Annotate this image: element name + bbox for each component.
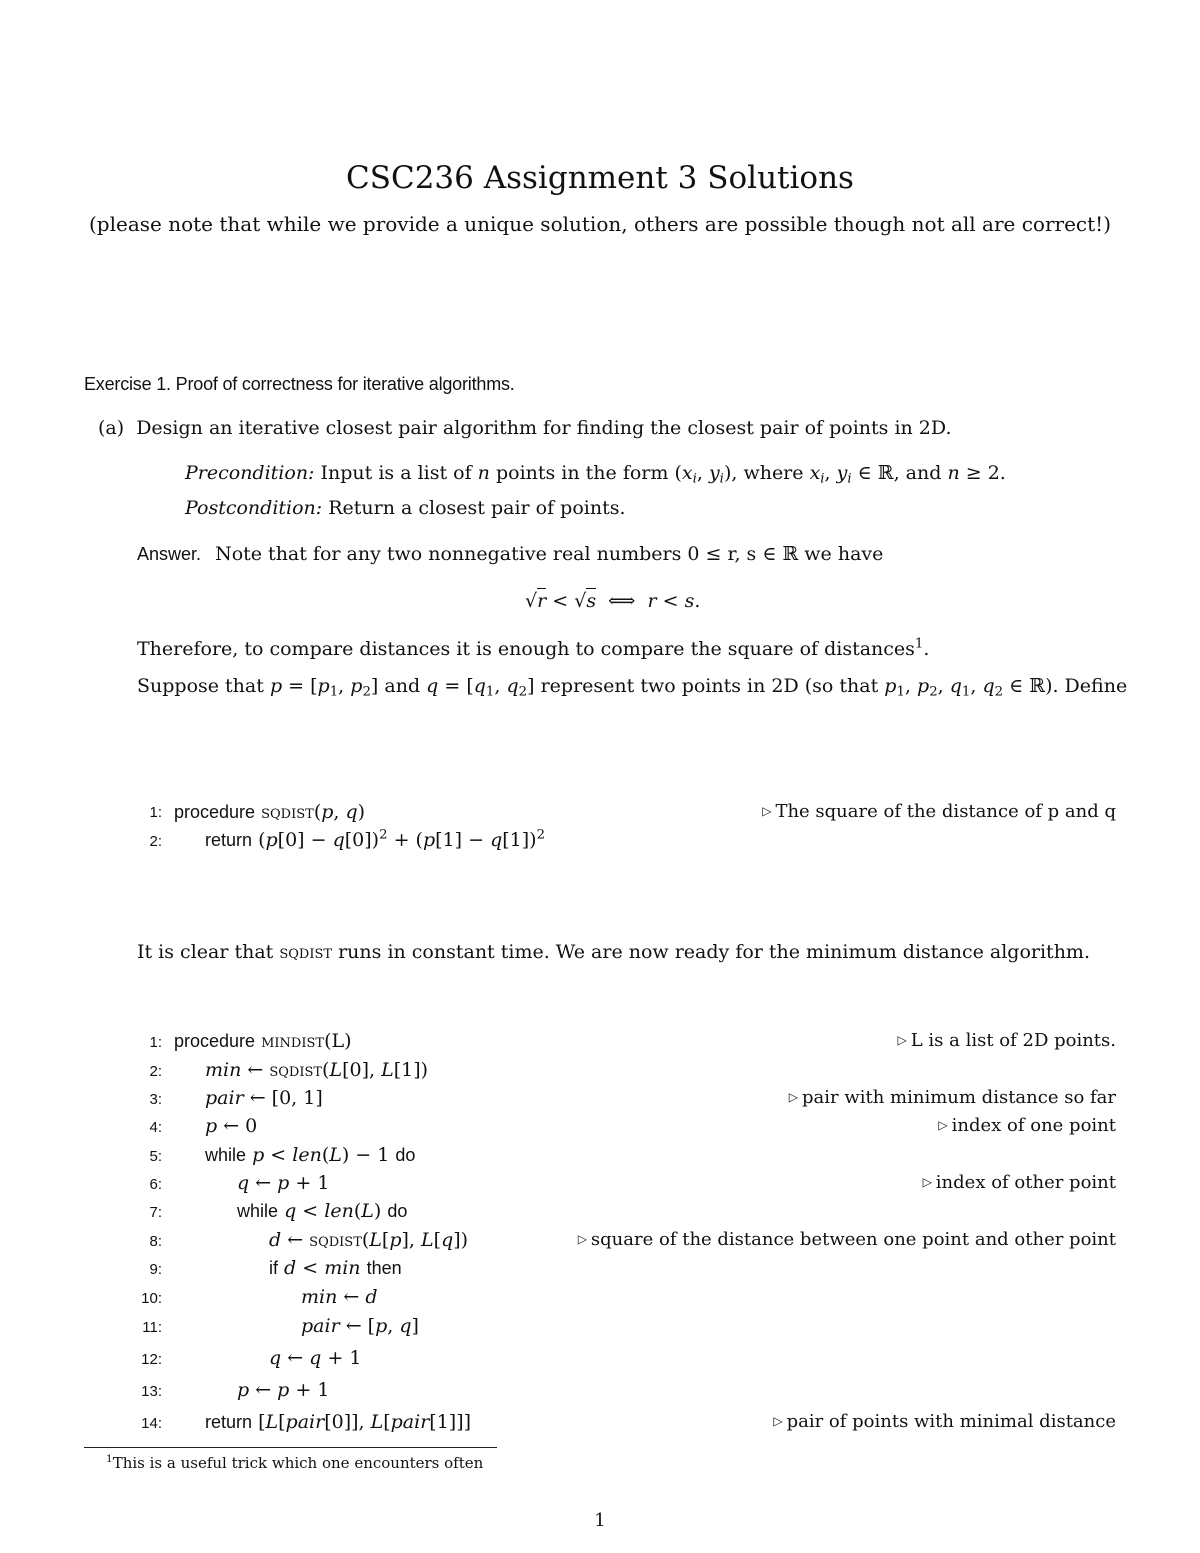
mindist-line-6: q ← p + 1 — [237, 1172, 330, 1194]
keyword-do: do — [387, 1201, 408, 1221]
keyword-while: while — [205, 1145, 247, 1165]
page-subtitle: (please note that while we provide a unique solution, others are possible though not all are correct!) — [88, 212, 1111, 236]
mindist-line-1: procedure mindist(L) — [174, 1030, 352, 1052]
comment-triangle-icon: ▷ — [577, 1232, 587, 1246]
exercise-title: Proof of correctness for iterative algorithms. — [175, 374, 515, 394]
keyword-then: then — [366, 1258, 402, 1278]
mindist-line-14: return [L[pair[0]], L[pair[1]]] — [205, 1411, 472, 1433]
mindist-line-3: pair ← [0, 1] — [205, 1087, 323, 1109]
postcondition-text: Return a closest pair of points. — [328, 497, 626, 519]
mindist-comment-4 — [938, 1115, 1116, 1136]
procedure-name: mindist — [261, 1030, 325, 1052]
exercise-heading — [84, 374, 515, 395]
line-number: 9: — [149, 1261, 162, 1278]
part-a-text: Design an iterative closest pair algorithm for finding the closest pair of points in 2D. — [136, 417, 952, 439]
constant-time-text-2: runs in constant time. We are now ready for the minimum distance algorithm. — [338, 941, 1090, 963]
comment-triangle-icon: ▷ — [922, 1175, 932, 1189]
line-number: 14: — [141, 1415, 162, 1432]
suppose-text-2: and — [384, 675, 421, 697]
line-number: 13: — [141, 1383, 162, 1400]
comment-text: The square of the distance of p and q — [775, 801, 1116, 822]
line-number: 7: — [149, 1204, 162, 1221]
sqdist-line-2: return $(p[0] - q[0])^2 + (p[1] - q[1])^2$ — [205, 827, 546, 851]
mindist-comment-1 — [897, 1030, 1116, 1051]
mindist-line-5: while p < len(L) − 1 do — [205, 1144, 416, 1166]
footnote-rule — [84, 1447, 497, 1448]
suppose-text-3: represent two points in 2D (so that — [540, 675, 879, 697]
suppose-line: Suppose that $p = [p_1$, $p_2$] and $q = [q_1$, $q_2$] represent two points in 2D (so that $p_1$, $p_2$, $q_1$, $q_2$ ∈ ℝ). Define — [137, 675, 1128, 700]
mindist-line-2: min ← sqdist(L[0], L[1]) — [205, 1059, 429, 1081]
postcondition — [185, 497, 626, 519]
precondition: Precondition: Input is a list of n points in the form ($x_i$, $y_i$), where $x_i$, $y_i$ ∈ ℝ, and n ≥ 2. — [185, 462, 1006, 487]
line-number: 6: — [149, 1176, 162, 1193]
procedure-name: sqdist — [261, 801, 314, 823]
mindist-line-4: p ← 0 — [205, 1115, 258, 1137]
constant-time-text-1: It is clear that — [137, 941, 274, 963]
comment-triangle-icon: ▷ — [773, 1414, 783, 1428]
line-number: 11: — [142, 1319, 162, 1336]
mindist-line-7: while q < len(L) do — [237, 1200, 408, 1222]
mindist-comment-3 — [789, 1087, 1116, 1108]
keyword-procedure: procedure — [174, 1031, 256, 1051]
mindist-comment-8 — [578, 1229, 1116, 1250]
page-number: 1 — [594, 1510, 606, 1531]
footnote-text: This is a useful trick which one encounters often — [112, 1454, 484, 1472]
part-a — [98, 417, 952, 439]
keyword-return: return — [205, 1412, 253, 1432]
comment-triangle-icon: ▷ — [788, 1090, 798, 1104]
comment-triangle-icon: ▷ — [897, 1033, 907, 1047]
keyword-procedure: procedure — [174, 802, 256, 822]
exercise-label: Exercise 1. — [84, 374, 171, 394]
line-number: 4: — [149, 1119, 162, 1136]
precondition-text-2: points in the form — [495, 462, 669, 484]
footnote-mark: 1 — [106, 1453, 113, 1466]
precondition-label: Precondition: — [185, 462, 315, 484]
part-a-label: (a) — [98, 417, 125, 439]
line-number: 2: — [149, 833, 162, 850]
mindist-line-11: pair ← [p, q] — [301, 1315, 419, 1337]
therefore-text: Therefore, to compare distances it is enough to compare the square of distances — [137, 638, 915, 660]
comment-text: L is a list of 2D points. — [910, 1030, 1116, 1051]
mindist-line-13: p ← p + 1 — [237, 1379, 330, 1401]
comment-triangle-icon: ▷ — [762, 804, 772, 818]
line-number: 3: — [149, 1091, 162, 1108]
keyword-while: while — [237, 1201, 279, 1221]
procedure-call: sqdist — [309, 1229, 362, 1251]
mindist-comment-14 — [773, 1411, 1116, 1432]
keyword-do: do — [395, 1145, 416, 1165]
therefore-line: Therefore, to compare distances it is enough to compare the square of distances$^1$. — [137, 636, 930, 660]
mindist-line-12: q ← q + 1 — [269, 1347, 362, 1369]
comment-text: pair of points with minimal distance — [786, 1411, 1116, 1432]
mindist-line-10: min ← d — [301, 1286, 378, 1308]
comment-text: pair with minimum distance so far — [802, 1087, 1116, 1108]
answer-intro — [137, 543, 883, 565]
mindist-line-9: if d < min then — [269, 1257, 402, 1279]
line-number: 1: — [149, 804, 162, 821]
precondition-text-4: and — [905, 462, 942, 484]
mindist-comment-6 — [923, 1172, 1116, 1193]
line-number: 10: — [141, 1290, 162, 1307]
postcondition-label: Postcondition: — [185, 497, 323, 519]
footnote — [106, 1454, 483, 1472]
line-number: 12: — [141, 1351, 162, 1368]
procedure-call: sqdist — [269, 1059, 323, 1081]
line-number: 2: — [149, 1063, 162, 1080]
answer-label: Answer. — [137, 544, 202, 564]
mindist-line-8: d ← sqdist(L[p], L[q]) — [269, 1229, 469, 1251]
page-title: CSC236 Assignment 3 Solutions — [346, 160, 854, 196]
precondition-text-1: Input is a list of — [320, 462, 472, 484]
sqrt-equation: √r < √s ⟺ r < s. — [525, 590, 701, 612]
comment-triangle-icon: ▷ — [938, 1118, 948, 1132]
keyword-if: if — [269, 1258, 278, 1278]
precondition-text-3: where — [743, 462, 804, 484]
constant-time-line — [137, 941, 1090, 963]
comment-text: square of the distance between one point and other point — [590, 1229, 1116, 1250]
line-number: 1: — [149, 1034, 162, 1051]
sqdist-comment-1 — [762, 801, 1116, 822]
comment-text: index of other point — [935, 1172, 1116, 1193]
line-number: 8: — [149, 1233, 162, 1250]
footnote-ref: 1 — [914, 636, 924, 652]
keyword-return: return — [205, 830, 253, 850]
procedure-ref: sqdist — [279, 941, 333, 963]
comment-text: index of one point — [951, 1115, 1116, 1136]
sqdist-line-1: procedure sqdist(p, q) — [174, 801, 366, 823]
suppose-text-4: ). Define — [1045, 675, 1128, 697]
line-number: 5: — [149, 1148, 162, 1165]
answer-intro-text: Note that for any two nonnegative real numbers 0 ≤ r, s ∈ ℝ we have — [215, 543, 884, 565]
suppose-text-1: Suppose that — [137, 675, 264, 697]
